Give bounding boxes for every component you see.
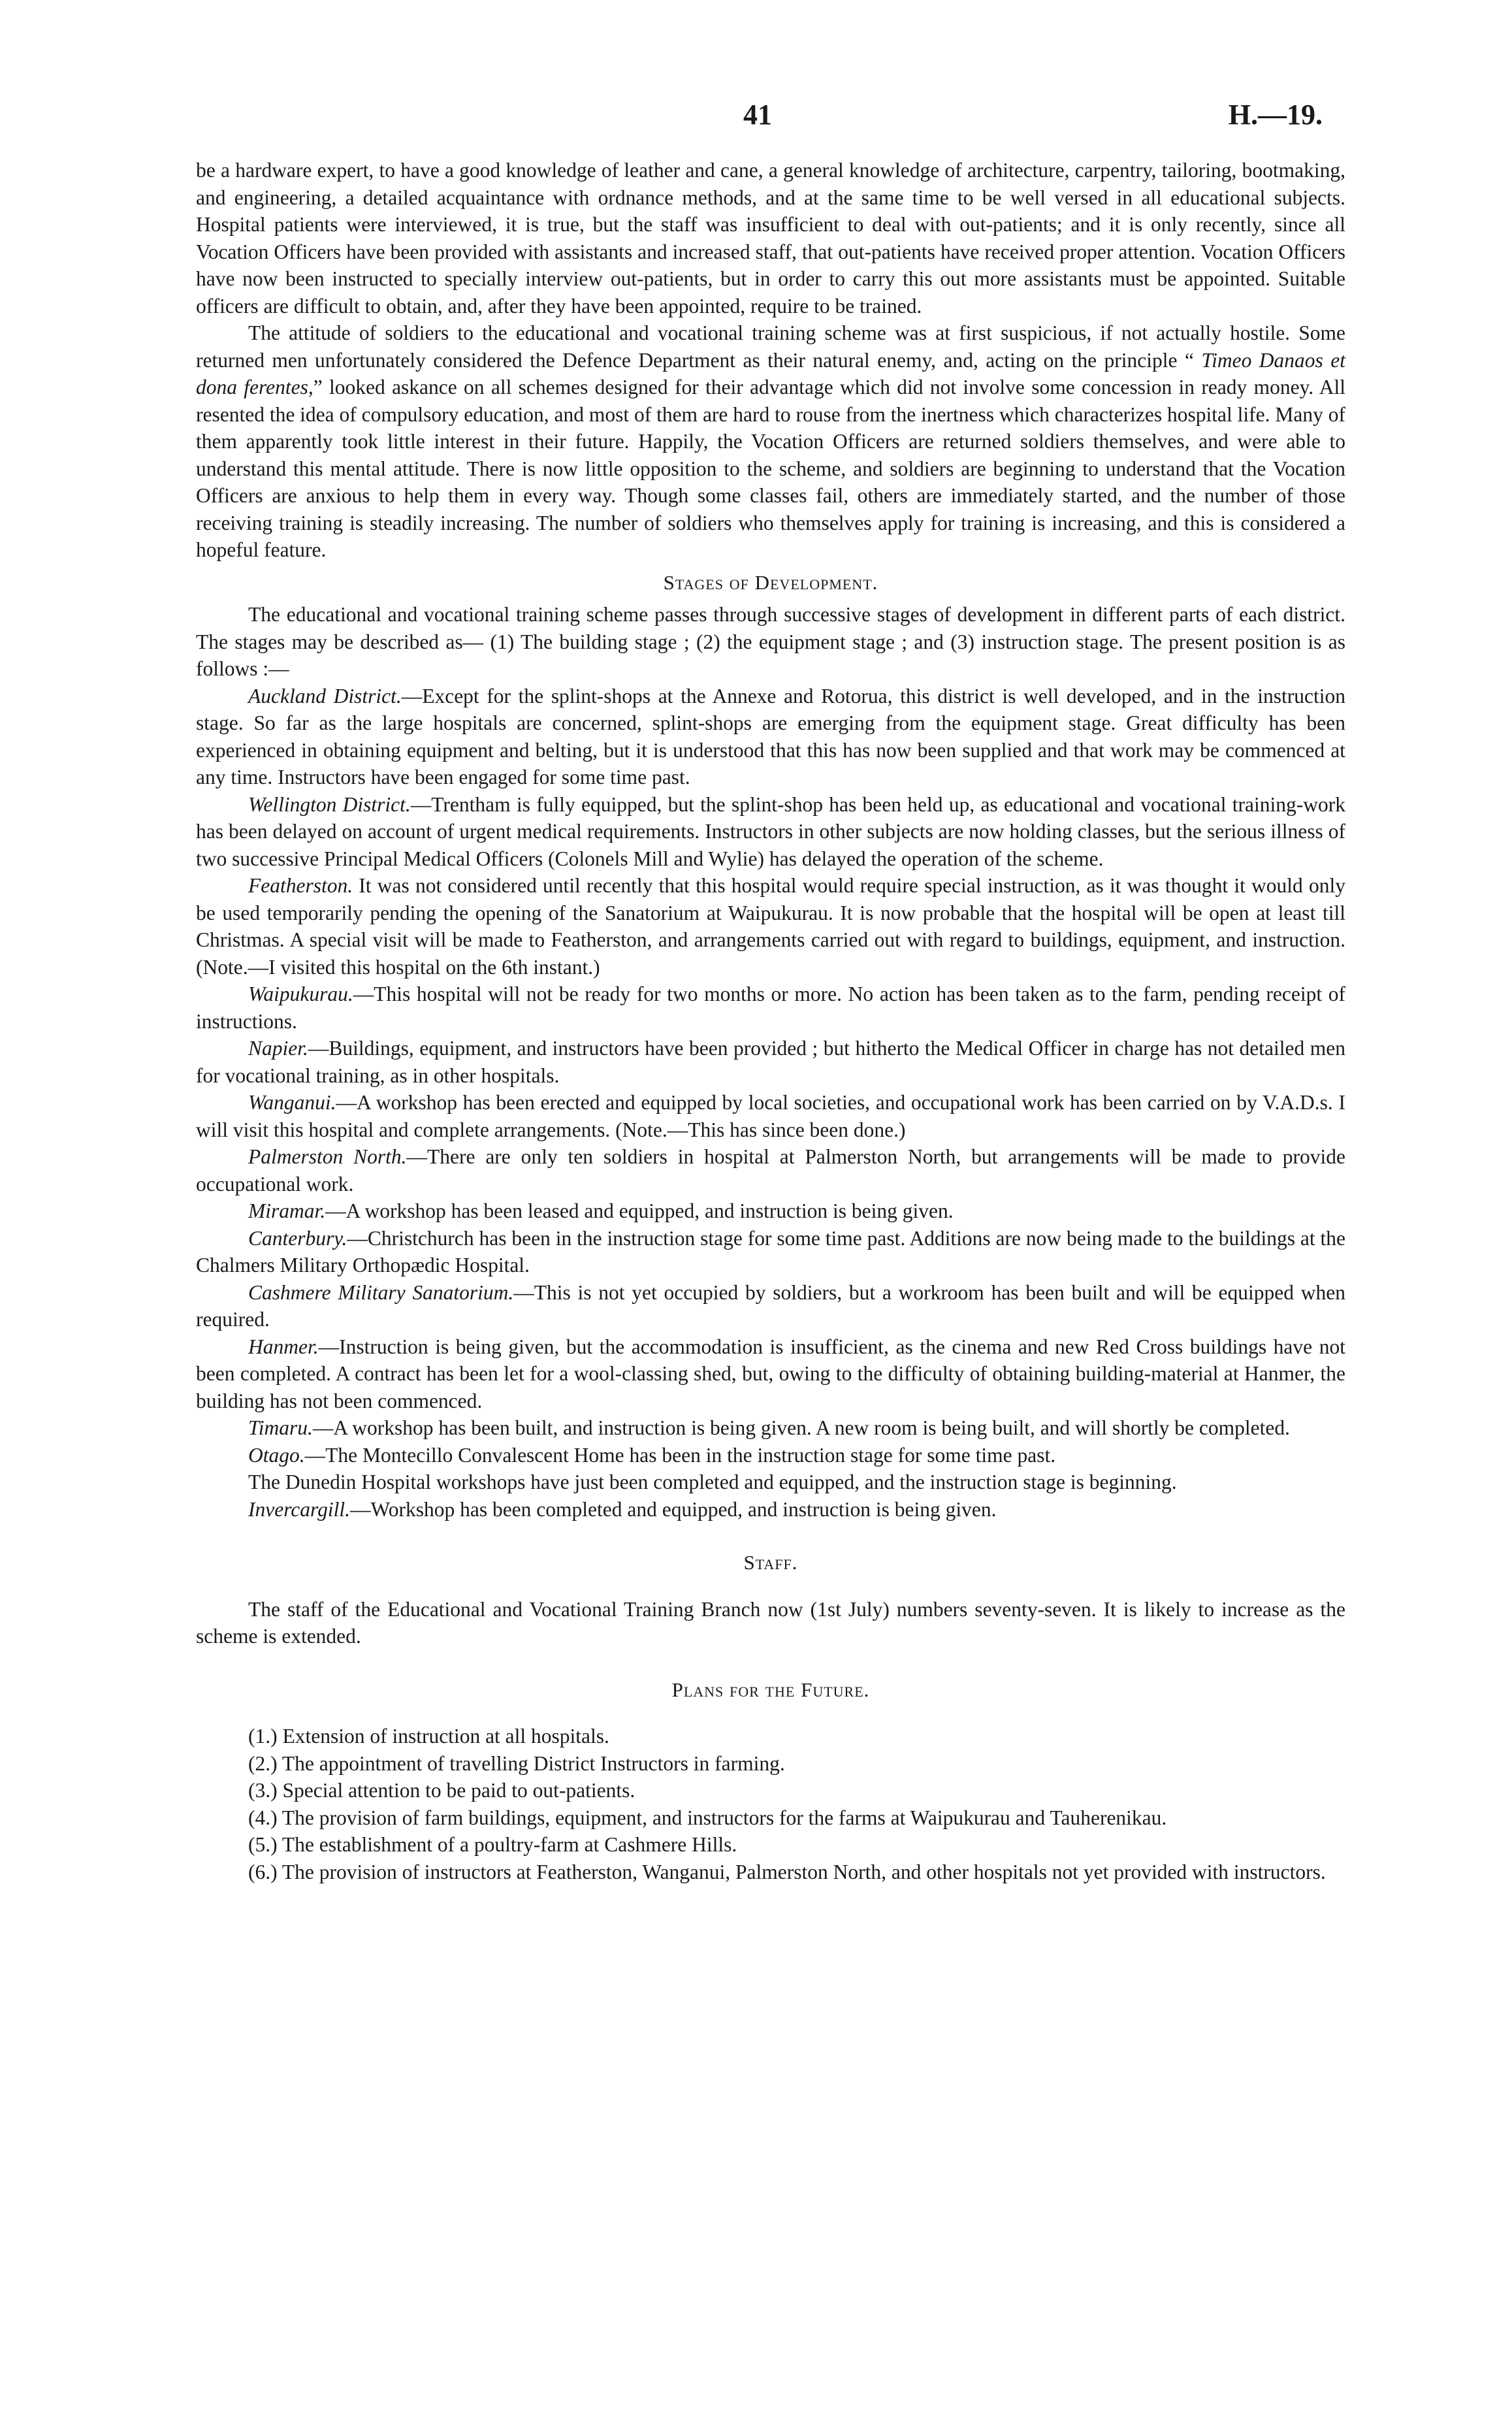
- stage-entry-place: Cashmere Military Sanatorium.: [248, 1280, 514, 1304]
- stage-entry-text: —A workshop has been leased and equipped, and instruction is being given.: [325, 1199, 954, 1222]
- stage-entry: [196, 683, 1345, 791]
- stage-entry: [196, 1414, 1345, 1442]
- stage-entry-text: It was not considered until recently that this hospital would require special instruction, as it was thought it would only be used temporarily pending the opening of the Sanatorium at Waipukurau. It is now probable that the hospital will be open at least till Christmas. A special visit will be made to Featherston, and arrangements carried out with regard to buildings, equipment, and instruction. (Note.—I visited this hospital on the 6th instant.): [196, 874, 1345, 979]
- stage-entries: [196, 683, 1345, 1523]
- plans-list: [196, 1723, 1345, 1885]
- stage-entry-place: Hanmer.: [248, 1335, 319, 1358]
- stage-entry-text: —The Montecillo Convalescent Home has been in the instruction stage for some time past.: [304, 1443, 1056, 1467]
- stage-entry-place: Canterbury.: [248, 1226, 347, 1250]
- staff-heading: Staff.: [743, 1551, 798, 1574]
- stage-entry-text: —Workshop has been completed and equipped, and instruction is being given.: [350, 1497, 997, 1521]
- latin-quote: Timeo Danaos et dona ferentes,: [196, 348, 1345, 398]
- attitude-paragraph: [196, 319, 1345, 564]
- stage-entry: [196, 981, 1345, 1035]
- page-body: [196, 157, 1345, 1885]
- stage-entry-text: —This hospital will not be ready for two months or more. No action has been taken as to the farm, pending receipt of instructions.: [196, 983, 1345, 1033]
- stage-entry-place: Otago.: [248, 1443, 305, 1467]
- stage-entry: [196, 1469, 1345, 1496]
- plan-item: (5.) The establishment of a poultry-farm at Cashmere Hills.: [248, 1833, 737, 1856]
- stage-entry-text: —Except for the splint-shops at the Annexe and Rotorua, this district is well developed, and in the instruction stage. So far as the large hospitals are concerned, splint-shops are emerging from the equipment stage. Great difficulty has been experienced in obtaining equipment and belting, but it is understood that this has now been supplied and that work may be commenced at any time. Instructors have been engaged for some time past.: [196, 684, 1345, 789]
- stage-entry-place: Wanganui.: [248, 1091, 336, 1114]
- stage-entry: [196, 1197, 1345, 1225]
- stage-entry-text: —Trentham is fully equipped, but the splint-shop has been held up, as educational and vocational training-work has been delayed on account of urgent medical requirements. Instructors in other subjects are now holding classes, but the serious illness of two successive Principal Medical Officers (Colonels Mill and Wylie) has delayed the operation of the scheme.: [196, 792, 1345, 870]
- stage-entry-text: —This is not yet occupied by soldiers, but a workroom has been built and will be equipped when required.: [196, 1280, 1345, 1331]
- stage-entry: [196, 1333, 1345, 1415]
- stage-entry-text: —Buildings, equipment, and instructors have been provided ; but hitherto the Medical Officer in charge has not detailed men for vocational training, as in other hospitals.: [196, 1037, 1345, 1087]
- plans-heading: Plans for the Future.: [671, 1678, 870, 1701]
- stage-entry-place: Napier.: [248, 1037, 308, 1060]
- plan-item: (3.) Special attention to be paid to out-patients.: [248, 1779, 635, 1802]
- plan-item: (4.) The provision of farm buildings, equipment, and instructors for the farms at Waipukurau and Tauherenikau.: [248, 1806, 1167, 1829]
- stage-entry-place: Miramar.: [248, 1199, 326, 1222]
- intro-paragraph: be a hardware expert, to have a good knowledge of leather and cane, a general knowledge of architecture, carpentry, tailoring, bootmaking, and engineering, a detailed acquaintance with ordnance methods, and at the same time to be well versed in all educational subjects. Hospital patients were interviewed, it is true, but the staff was insufficient to deal with out-patients; and it is only recently, since all Vocation Officers have been provided with assistants and increased staff, that out-patients have received proper attention. Vocation Officers have now been instructed to specially interview out-patients, but in order to carry this out more assistants must be appointed. Suitable officers are difficult to obtain, and, after they have been appointed, require to be trained.: [196, 159, 1345, 317]
- document-reference: H.—19.: [1228, 99, 1323, 131]
- plan-item: (1.) Extension of instruction at all hospitals.: [248, 1725, 609, 1748]
- plan-item: (6.) The provision of instructors at Featherston, Wanganui, Palmerston North, and other hospitals not yet provided with instructors.: [248, 1860, 1326, 1883]
- stage-entry: [196, 1143, 1345, 1197]
- stage-entry-text: —A workshop has been erected and equipped by local societies, and occupational work has been carried on by V.A.D.s. I will visit this hospital and complete arrangements. (Note.—This has since been done.): [196, 1091, 1345, 1141]
- stage-entry: [196, 791, 1345, 873]
- stages-heading: Stages of Development.: [663, 570, 878, 594]
- stage-entry-text: —There are only ten soldiers in hospital at Palmerston North, but arrangements will be made to provide occupational work.: [196, 1145, 1345, 1195]
- stage-entry-place: Palmerston North.: [248, 1145, 407, 1168]
- stage-entry-place: Wellington District.: [248, 792, 411, 816]
- stages-intro: The educational and vocational training scheme passes through successive stages of development in different parts of each district. The stages may be described as— (1) The building stage ; (2) the equipment stage ; and (3) instruction stage. The present position is as follows :—: [196, 603, 1345, 680]
- stage-entry: [196, 872, 1345, 981]
- stage-entry: [196, 1279, 1345, 1333]
- plan-item: (2.) The appointment of travelling District Instructors in farming.: [248, 1751, 785, 1775]
- stage-entry-text: —Christchurch has been in the instruction stage for some time past. Additions are now being made to the buildings at the Chalmers Military Orthopædic Hospital.: [196, 1226, 1345, 1277]
- stage-entry: [196, 1035, 1345, 1089]
- stage-entry-place: Waipukurau.: [248, 983, 353, 1005]
- attitude-text-before: The attitude of soldiers to the educational and vocational training scheme was at first suspicious, if not actually hostile. Some returned men unfortunately considered the Defence Department as their natural enemy, and, acting on the principle “: [196, 321, 1345, 372]
- stage-entry: [196, 1089, 1345, 1143]
- stage-entry-text: —Instruction is being given, but the accommodation is insufficient, as the cinema and new Red Cross buildings have not been completed. A contract has been let for a wool-classing shed, but, owing to the difficulty of obtaining building-material at Hanmer, the building has not been commenced.: [196, 1335, 1345, 1412]
- stage-entry-place: Featherston.: [248, 874, 353, 897]
- stage-entry: [196, 1225, 1345, 1279]
- stage-entry-text: The Dunedin Hospital workshops have just been completed and equipped, and the instruction stage is beginning.: [248, 1471, 1177, 1493]
- stage-entry: [196, 1442, 1345, 1469]
- staff-paragraph: The staff of the Educational and Vocational Training Branch now (1st July) numbers seventy-seven. It is likely to increase as the scheme is extended.: [196, 1597, 1345, 1648]
- page-number: 41: [743, 99, 772, 131]
- attitude-text-after: ” looked askance on all schemes designed for their advantage which did not involve some concession in ready money. All resented the idea of compulsory education, and most of them are hard to rouse from the inertness which characterizes hospital life. Many of them apparently took little interest in their future. Happily, the Vocation Officers are returned soldiers themselves, and were able to understand this mental attitude. There is now little opposition to the scheme, and soldiers are beginning to understand that the Vocation Officers are anxious to help them in every way. Though some classes fail, others are immediately started, and the number of those receiving training is steadily increasing. The number of soldiers who themselves apply for training is increasing, and this is considered a hopeful feature.: [196, 376, 1345, 561]
- stage-entry-place: Timaru.: [248, 1416, 313, 1439]
- stage-entry-place: Invercargill.: [248, 1497, 350, 1521]
- stage-entry-place: Auckland District.: [248, 684, 402, 707]
- stage-entry: [196, 1496, 1345, 1523]
- stage-entry-text: —A workshop has been built, and instruction is being given. A new room is being built, and will shortly be completed.: [312, 1416, 1290, 1439]
